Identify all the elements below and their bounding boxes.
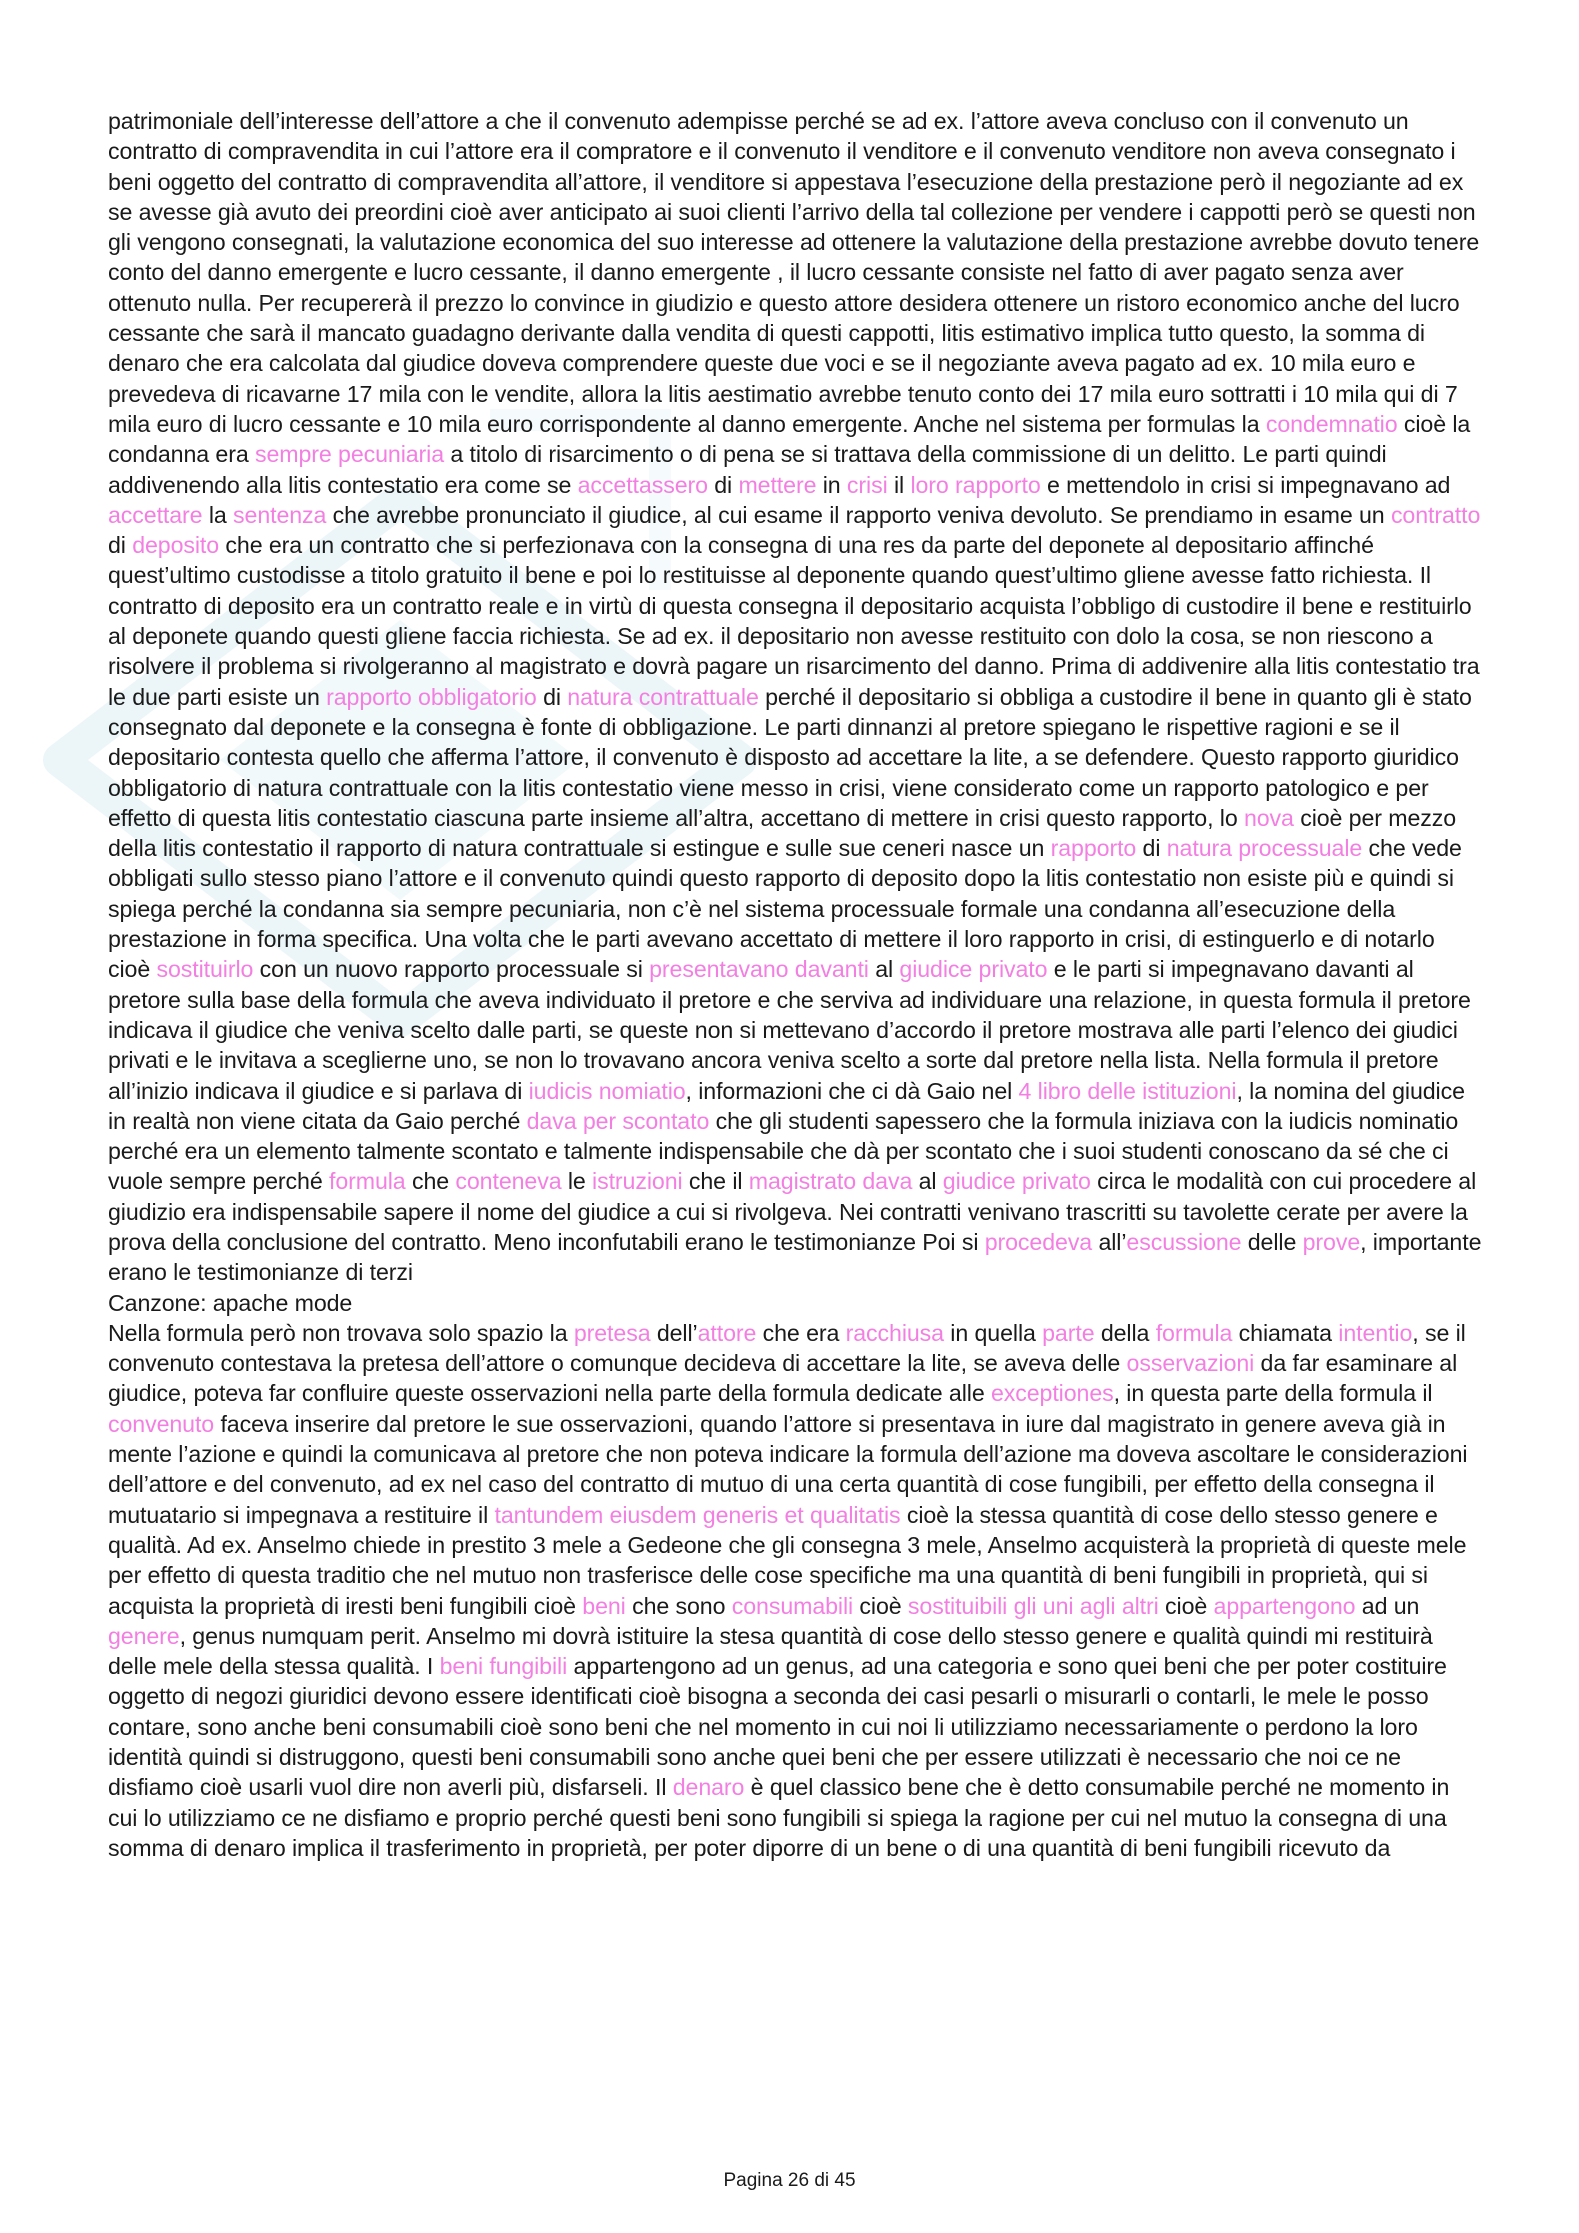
highlighted-term: beni fungibili (439, 1653, 568, 1680)
highlighted-term: mettere (738, 471, 817, 498)
highlighted-term: giudice privato (899, 956, 1048, 983)
highlighted-term: rapporto (1050, 835, 1137, 862)
highlighted-term: appartengono (1213, 1592, 1356, 1619)
highlighted-term: formula (1155, 1319, 1233, 1346)
highlighted-term: osservazioni (1126, 1350, 1255, 1377)
paragraph-1: patrimoniale dell’interesse dell’attore a che il convenuto adempisse perché se ad ex. l’attore aveva concluso con il convenuto un contratto di compravendita in cui l’attore era il compratore e il convenuto il venditore e il convenuto venditore non aveva consegnato i beni oggetto del contratto di compravendita all’attore, il venditore si appestava l’esecuzione della prestazione però il negoziante ad ex se avesse già avuto dei preordini cioè aver anticipato ai suoi clienti l’arrivo della tal collezione per vendere i cappotti però se questi non gli vengono consegnati, la valutazione economica del suo interesse ad ottenere la valutazione della prestazione avrebbe dovuto tenere conto del danno emergente e lucro cessante, il danno emergente , il lucro cessante consiste nel fatto di aver pagato senza aver ottenuto nulla. Per recupererà il prezzo lo convince in giudizio e questo attore desidera ottenere un ristoro economico anche del lucro cessante che sarà il mancato guadagno derivante dalla vendita di questi cappotti, litis estimativo implica tutto questo, la somma di denaro che era calcolata dal giudice doveva comprendere queste due voci e se il negoziante aveva pagato ad ex. 10 mila euro e prevedeva di ricavarne 17 mila con le vendite, allora la litis aestimatio avrebbe tenuto conto dei 17 mila euro sottratti i 10 mila qui di 7 mila euro di lucro cessante e 10 mila euro corrispondente al danno emergente. Anche nel sistema per formulas la condemnatio cioè la condanna era sempre pecuniaria a titolo di risarcimento o di pena se si trattava della commissione di un delitto. Le parti quindi addivenendo alla litis contestatio era come se accettassero di mettere in crisi il loro rapporto e mettendolo in crisi si impegnavano ad accettare la sentenza che avrebbe pronunciato il giudice, al cui esame il rapporto veniva devoluto. Se prendiamo in esame un contratto di deposito che era un contratto che si perfezionava con la consegna di una res da parte del deponete al depositario affinché quest’ultimo custodisse a titolo gratuito il bene e poi lo restituisse al deponente quando quest’ultimo gliene avesse fatto richiesta. Il contratto di deposito era un contratto reale e in virtù di questa consegna il depositario acquista l’obbligo di custodire il bene e restituirlo al deponete quando questi gliene faccia richiesta. Se ad ex. il depositario non avesse restituito con dolo la cosa, se non riescono a risolvere il problema si rivolgeranno al magistrato e dovrà pagare un risarcimento del danno. Prima di addivenire alla litis contestatio tra le due parti esiste un rapporto obbligatorio di natura contrattuale perché il depositario si obbliga a custodire il bene in quanto gli è stato consegnato dal deponete e la consegna è fonte di obbligazione. Le parti dinnanzi al pretore spiegano le rispettive ragioni e se il depositario contesta quello che afferma l’attore, il convenuto è disposto ad accettare la lite, a se defendere. Questo rapporto giuridico obbligatorio di natura contrattuale con la litis contestatio viene messo in crisi, viene considerato come un rapporto patologico e per effetto di questa litis contestatio ciascuna parte insieme all’altra, accettano di mettere in crisi questo rapporto, lo nova cioè per mezzo della litis contestatio il rapporto di natura contrattuale si estingue e sulle sue ceneri nasce un rapporto di natura processuale che vede obbligati sullo stesso piano l’attore e il convenuto quindi questo rapporto di deposito dopo la litis contestatio non esiste più e quindi si spiega perché la condanna sia sempre pecuniaria, non c’è nel sistema processuale formale una condanna all’esecuzione della prestazione in forma specifica. Una volta che le parti avevano accettato di mettere il loro rapporto in crisi, di estinguerlo e di notarlo cioè sostituirlo con un nuovo rapporto processuale si presentavano davanti al giudice privato e le parti si impegnavano davanti al pretore sulla base della formula che aveva individuato il pretore e che serviva ad individuare una relazione, in questa formula il pretore indicava il giudice che veniva scelto dalle parti, se queste non si mettevano d’accordo il pretore mostrava alle parti l’elenco dei giudici privati e le invitava a sceglierne uno, se non lo trovavano ancora veniva scelto a sorte dal pretore nella lista. Nella formula il pretore all’inizio indicava il giudice e si parlava di iudicis nomiatio, informazioni che ci dà Gaio nel 4 libro delle istituzioni, la nomina del giudice in realtà non viene citata da Gaio perché dava per scontato che gli studenti sapessero che la formula iniziava con la iudicis nominatio perché era un elemento talmente scontato e talmente indispensabile che dà per scontato che i suoi studenti conoscano da sé che ci vuole sempre perché formula che conteneva le istruzioni che il magistrato dava al giudice privato circa le modalità con cui procedere al giudizio era indispensabile sapere il nome del giudice a cui si rivolgeva. Nei contratti venivano trascritti su tavolette cerate per avere la prova della conclusione del contratto. Meno inconfutabili erano le testimonianze Poi si procedeva all’escussione delle prove, importante erano le testimonianze di terzi (108, 108, 1482, 1286)
highlighted-term: tantundem eiusdem generis et qualitatis (494, 1501, 901, 1528)
highlighted-term: nova (1243, 804, 1294, 831)
highlighted-term: escussione (1126, 1228, 1242, 1255)
highlighted-term: parte (1042, 1319, 1095, 1346)
highlighted-term: 4 libro delle istituzioni (1018, 1077, 1237, 1104)
highlighted-term: intentio (1338, 1319, 1413, 1346)
highlighted-term: denaro (672, 1774, 745, 1801)
highlighted-term: istruzioni (592, 1168, 683, 1195)
highlighted-term: accettassero (577, 471, 708, 498)
highlighted-term: loro rapporto (910, 471, 1041, 498)
highlighted-term: crisi (846, 471, 888, 498)
highlighted-term: sostituibili gli uni agli altri (907, 1592, 1159, 1619)
highlighted-term: prove (1302, 1228, 1361, 1255)
highlighted-term: formula (328, 1168, 406, 1195)
highlighted-term: natura processuale (1166, 835, 1363, 862)
paragraph-2: Canzone: apache mode (108, 1289, 353, 1316)
highlighted-term: rapporto obbligatorio (326, 683, 537, 710)
highlighted-term: pretesa (573, 1319, 651, 1346)
highlighted-term: contratto (1390, 501, 1481, 528)
highlighted-term: accettare (108, 501, 203, 528)
highlighted-term: sempre pecuniaria (254, 441, 445, 468)
highlighted-term: beni (582, 1592, 626, 1619)
highlighted-term: deposito (132, 532, 220, 559)
highlighted-term: exceptiones (990, 1380, 1114, 1407)
highlighted-term: consumabili (731, 1592, 854, 1619)
highlighted-term: attore (697, 1319, 757, 1346)
highlighted-term: magistrato dava (748, 1168, 913, 1195)
highlighted-term: giudice privato (942, 1168, 1091, 1195)
highlighted-term: condemnatio (1265, 410, 1398, 437)
highlighted-term: convenuto (108, 1410, 215, 1437)
highlighted-term: procedeva (984, 1228, 1093, 1255)
paragraph-3: Nella formula però non trovava solo spazio la pretesa dell’attore che era racchiusa in quella parte della formula chiamata intentio, se il convenuto contestava la pretesa dell’attore o comunque decideva di accettare la lite, se aveva delle osservazioni da far esaminare al giudice, poteva far confluire queste osservazioni nella parte della formula dedicate alle exceptiones, in questa parte della formula il convenuto faceva inserire dal pretore le sue osservazioni, quando l’attore si presentava in iure dal magistrato in genere aveva già in mente l’azione e quindi la comunicava al pretore che non poteva indicare la formula dell’azione ma doveva ascoltare le considerazioni dell’attore e del convenuto, ad ex nel caso del contratto di mutuo di una certa quantità di cose fungibili, per effetto della consegna il mutuatario si impegnava a restituire il tantundem eiusdem generis et qualitatis cioè la stessa quantità di cose dello stesso genere e qualità. Ad ex. Anselmo chiede in prestito 3 mele a Gedeone che gli consegna 3 mele, Anselmo acquisterà la proprietà di queste mele per effetto di questa traditio che nel mutuo non trasferisce delle cose specifiche ma una quantità di beni fungibili in proprietà, qui si acquista la proprietà di iresti beni fungibili cioè beni che sono consumabili cioè sostituibili gli uni agli altri cioè appartengono ad un genere, genus numquam perit. Anselmo mi dovrà istituire la stesa quantità di cose dello stesso genere e qualità quindi mi restituirà delle mele della stessa qualità. I beni fungibili appartengono ad un genus, ad una categoria e sono quei beni che per poter costituire oggetto di negozi giuridici devono essere identificati cioè bisogna a seconda dei casi pesarli o misurarli o contarli, le mele le posso contare, sono anche beni consumabili cioè sono beni che nel momento in cui noi li utilizziamo necessariamente o perdono la loro identità quindi si distruggono, questi beni consumabili sono anche quei beni che per essere utilizzati è necessario che noi ce ne disfiamo cioè usarli vuol dire non averli più, disfarseli. Il denaro è quel classico bene che è detto consumabile perché ne momento in cui lo utilizziamo ce ne disfiamo e proprio perché questi beni sono fungibili si spiega la ragione per cui nel mutuo la consegna di una somma di denaro implica il trasferimento in proprietà, per poter diporre di un bene o di una quantità di beni fungibili ricevuto da (108, 1319, 1468, 1861)
highlighted-term: iudicis nomiatio (528, 1077, 686, 1104)
highlighted-term: presentavano davanti (649, 956, 869, 983)
highlighted-term: sostituirlo (156, 956, 254, 983)
highlighted-term: natura contrattuale (567, 683, 759, 710)
document-body (108, 106, 1482, 1863)
highlighted-term: genere (108, 1622, 180, 1649)
highlighted-term: sentenza (233, 501, 327, 528)
page-number: Pagina 26 di 45 (723, 2170, 856, 2191)
highlighted-term: dava per scontato (526, 1107, 710, 1134)
highlighted-term: racchiusa (845, 1319, 944, 1346)
highlighted-term: conteneva (455, 1168, 562, 1195)
